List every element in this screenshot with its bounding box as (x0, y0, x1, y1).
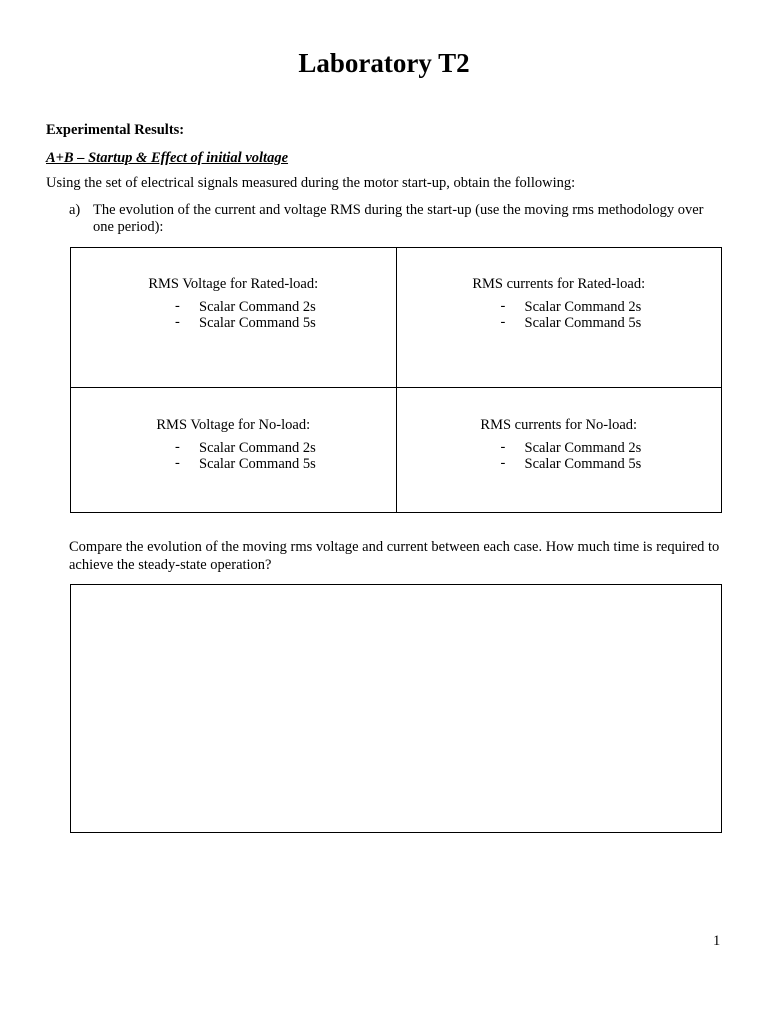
dash-bullet: - (175, 455, 180, 471)
list-item-text: Scalar Command 2s (199, 440, 316, 456)
dash-bullet: - (500, 314, 506, 330)
subsection-heading: A+B – Startup & Effect of initial voltage (46, 150, 289, 166)
cell-title: RMS currents for No-load: (480, 417, 638, 433)
dash-bullet: - (500, 455, 506, 471)
results-table (70, 247, 722, 513)
dash-bullet: - (175, 298, 180, 314)
cell-title: RMS Voltage for Rated-load: (148, 276, 319, 292)
no-load-current-cell[interactable] (396, 388, 722, 513)
answer-box[interactable] (70, 584, 722, 833)
bullet-list (71, 440, 396, 472)
rated-load-voltage-cell[interactable] (71, 248, 397, 388)
list-item (71, 456, 396, 472)
dash-bullet: - (500, 439, 506, 455)
list-item (397, 315, 722, 331)
bullet-list (71, 299, 396, 331)
dash-bullet: - (175, 439, 180, 455)
cell-title: RMS Voltage for No-load: (156, 417, 311, 433)
intro-paragraph: Using the set of electrical signals measured during the motor start-up, obtain the following: (46, 175, 576, 191)
dash-bullet: - (500, 298, 506, 314)
cell-title: RMS currents for Rated-load: (472, 276, 646, 292)
list-item (397, 299, 722, 315)
table-row (71, 388, 722, 513)
list-item-text: Scalar Command 5s (199, 456, 316, 472)
bullet-list (397, 440, 722, 472)
bullet-list (397, 299, 722, 331)
list-item-text: Scalar Command 2s (524, 440, 642, 456)
section-heading: Experimental Results: (46, 122, 185, 138)
list-item-a (69, 202, 721, 236)
rated-load-current-cell[interactable] (396, 248, 722, 388)
list-item-text: The evolution of the current and voltage RMS during the start-up (use the moving rms methodology over one period): (93, 202, 704, 235)
page-number: 1 (713, 933, 721, 949)
no-load-voltage-cell[interactable] (71, 388, 397, 513)
list-item (71, 315, 396, 331)
list-item-text: Scalar Command 2s (199, 299, 316, 315)
list-item (397, 440, 722, 456)
list-item-text: Scalar Command 5s (524, 315, 642, 331)
list-item-text: Scalar Command 2s (524, 299, 642, 315)
page-title: Laboratory T2 (298, 48, 470, 78)
question-paragraph: Compare the evolution of the moving rms voltage and current between each case. How much time is required to achieve the steady-state operation? (69, 539, 720, 573)
list-marker: a) (69, 202, 81, 218)
table-row (71, 248, 722, 388)
list-item (397, 456, 722, 472)
list-item-text: Scalar Command 5s (524, 456, 642, 472)
dash-bullet: - (175, 314, 180, 330)
list-item-text: Scalar Command 5s (199, 315, 316, 331)
list-item (71, 299, 396, 315)
list-item (71, 440, 396, 456)
